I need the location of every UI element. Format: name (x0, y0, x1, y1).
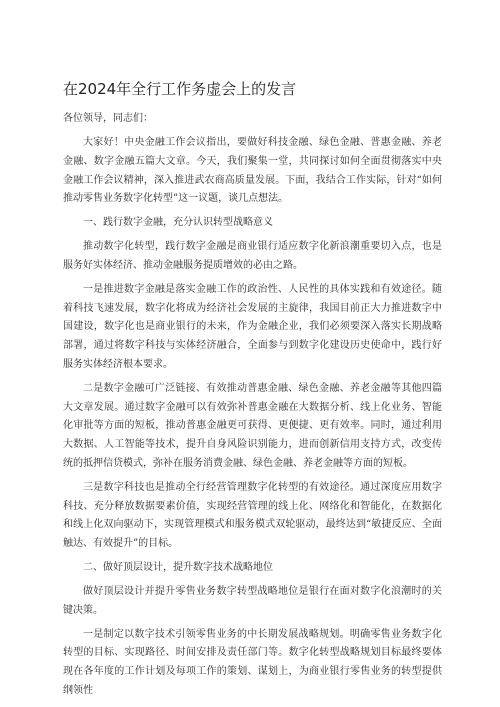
section-2-paragraph: 做好顶层设计并提升零售业务数字转型战略地位是银行在面对数字化浪潮时的关键决策。 (63, 585, 442, 616)
section-2-point-1: 一是制定以数字技术引领零售业务的中长期发展战略规划。明确零售业务数字化转型的目标、实现路径、时间安排及责任部门等。数字化转型战略规划目标最终要体现在各年度的工作计划及每项工作的策划、谋划上，为商业银行零售业务的转型提供纲领性 (63, 628, 442, 696)
section-1-paragraph: 推动数字化转型，践行数字金融是商业银行适应数字化新浪潮重要切入点，也是服务好实体经济、推动金融服务提质增效的必由之路。 (63, 241, 442, 271)
section-heading-2: 二、做好顶层设计，提升数字技术战略地位 (83, 561, 273, 573)
section-1-point-1: 一是推进数字金融是落实金融工作的政治性、人民性的具体实践和有效途径。随着科技飞速发展，数字化将成为经济社会发展的主旋律，我国目前正大力推进数字中国建设，数字化也是商业银行的未来，作为金融企业，我们必须要深入落实长期战略部署，通过将数字科技与实体经济融合，全面参与到数字化建设历史使命中，践行好服务实体经济根本要求。 (63, 283, 442, 370)
section-1-point-2: 二是数字金融可广泛链接、有效推动普惠金融、绿色金融、养老金融等其他四篇大文章发展。通过数字金融可以有效弥补普惠金融在大数据分析、线上化业务、智能化审批等方面的短板，推动普惠金融更可获得、更便捷、更有效率。同时，通过利用大数据、人工智能等技术，提升自身风险识别能力，进而创新信用支持方式，改变传统的抵押信贷模式，弥补在服务消费金融、绿色金融、养老金融等方面的短板。 (63, 382, 442, 469)
salutation: 各位领导，同志们： (63, 113, 153, 124)
document-title: 在2024年全行工作务虚会上的发言 (63, 80, 297, 98)
section-heading-1: 一、践行数字金融，充分认识转型战略意义 (83, 217, 273, 229)
section-1-point-3: 三是数字科技也是推动全行经营管理数字化转型的有效途径。通过深度应用数字科技、充分释放数据要素价值，实现经营管理的线上化、网络化和智能化，在数据化和线上化双向驱动下，实现管理模式和服务模式双轮驱动，最终达到“敏捷反应、全面触达、有效提升”的目标。 (63, 481, 442, 550)
intro-paragraph: 大家好！中央金融工作会议指出，要做好科技金融、绿色金融、普惠金融、养老金融、数字金融五篇大文章。今天，我们聚集一堂，共同探讨如何全面贯彻落实中央金融工作会议精神，深入推进武农商高质量发展。下面，我结合工作实际，针对“如何推动零售业务数字化转型”这一议题，谈几点想法。 (63, 137, 442, 205)
